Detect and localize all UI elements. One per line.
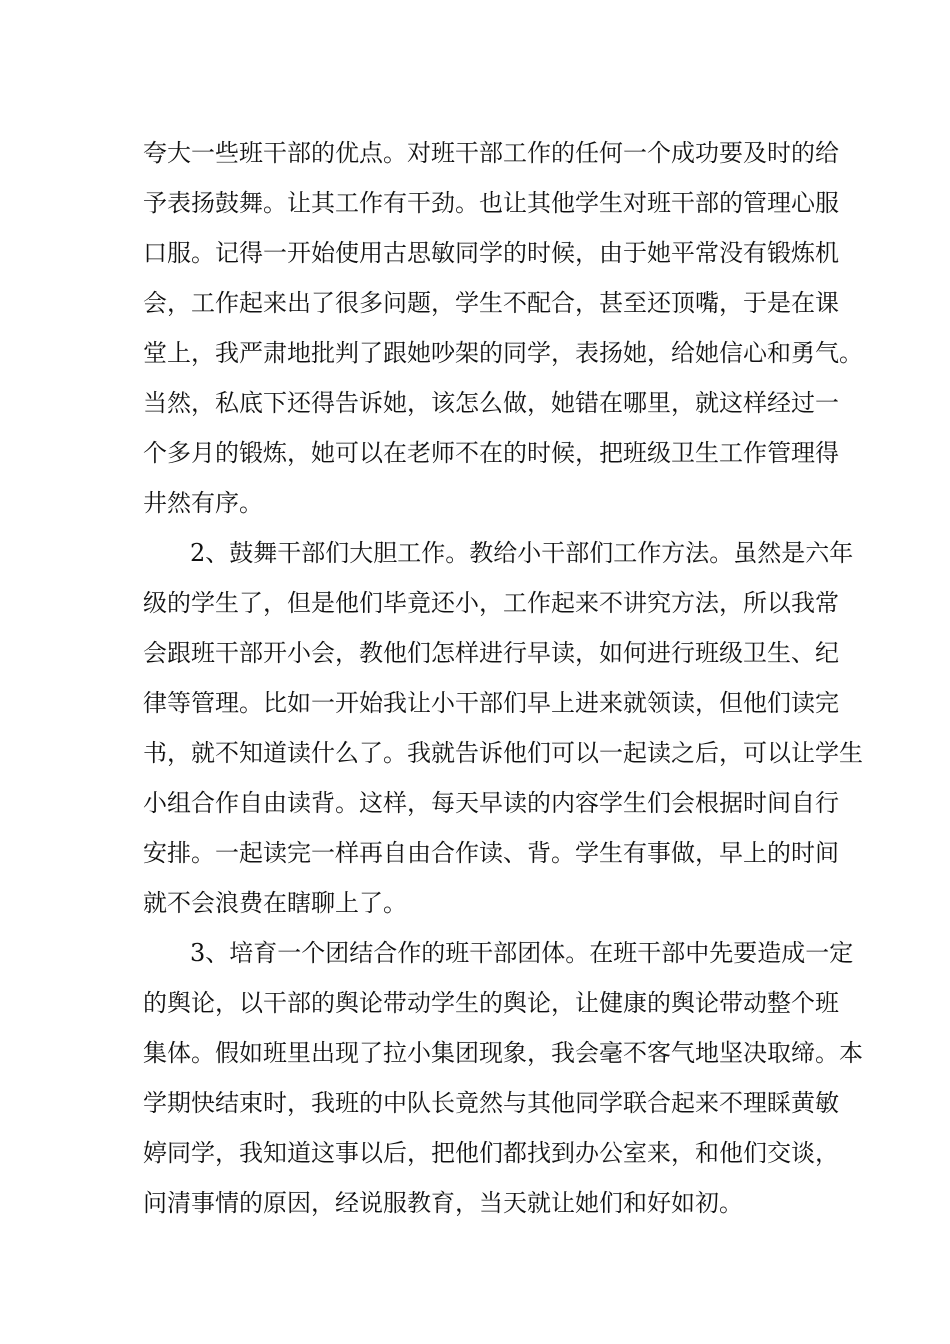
text-line: 井然有序。 — [143, 489, 263, 517]
text-line: 律等管理。比如一开始我让小干部们早上进来就领读，但他们读完 — [143, 689, 839, 717]
text-line: 就不会浪费在瞎聊上了。 — [143, 889, 407, 917]
text-line: 学期快结束时，我班的中队长竟然与其他同学联合起来不理睬黄敏 — [143, 1089, 839, 1117]
text-line: 小组合作自由读背。这样，每天早读的内容学生们会根据时间自行 — [143, 789, 839, 817]
text-line: 予表扬鼓舞。让其工作有干劲。也让其他学生对班干部的管理心服 — [143, 189, 839, 217]
text-line: 口服。记得一开始使用古思敏同学的时候，由于她平常没有锻炼机 — [143, 239, 839, 267]
text-line: 问清事情的原因，经说服教育，当天就让她们和好如初。 — [143, 1189, 743, 1217]
text-line: 会跟班干部开小会，教他们怎样进行早读，如何进行班级卫生、纪 — [143, 639, 839, 667]
text-line: 级的学生了，但是他们毕竟还小，工作起来不讲究方法，所以我常 — [143, 589, 839, 617]
text-line: 堂上，我严肃地批判了跟她吵架的同学，表扬她，给她信心和勇气。 — [143, 339, 863, 367]
text-line: 个多月的锻炼，她可以在老师不在的时候，把班级卫生工作管理得 — [143, 439, 839, 467]
text-line: 当然，私底下还得告诉她，该怎么做，她错在哪里，就这样经过一 — [143, 389, 839, 417]
text-line: 会，工作起来出了很多问题，学生不配合，甚至还顶嘴，于是在课 — [143, 289, 839, 317]
text-line: 书，就不知道读什么了。我就告诉他们可以一起读之后，可以让学生 — [143, 739, 863, 767]
text-line: 集体。假如班里出现了拉小集团现象，我会毫不客气地坚决取缔。本 — [143, 1039, 863, 1067]
text-line: 夸大一些班干部的优点。对班干部工作的任何一个成功要及时的给 — [143, 139, 839, 167]
text-line: 婷同学，我知道这事以后，把他们都找到办公室来，和他们交谈， — [143, 1139, 839, 1167]
paragraph-2-first-line: 2、鼓舞干部们大胆工作。教给小干部们工作方法。虽然是六年 — [190, 539, 854, 567]
text-line: 的舆论，以干部的舆论带动学生的舆论，让健康的舆论带动整个班 — [143, 989, 839, 1017]
paragraph-3-first-line: 3、培育一个团结合作的班干部团体。在班干部中先要造成一定 — [190, 939, 854, 967]
text-line: 安排。一起读完一样再自由合作读、背。学生有事做，早上的时间 — [143, 839, 839, 867]
